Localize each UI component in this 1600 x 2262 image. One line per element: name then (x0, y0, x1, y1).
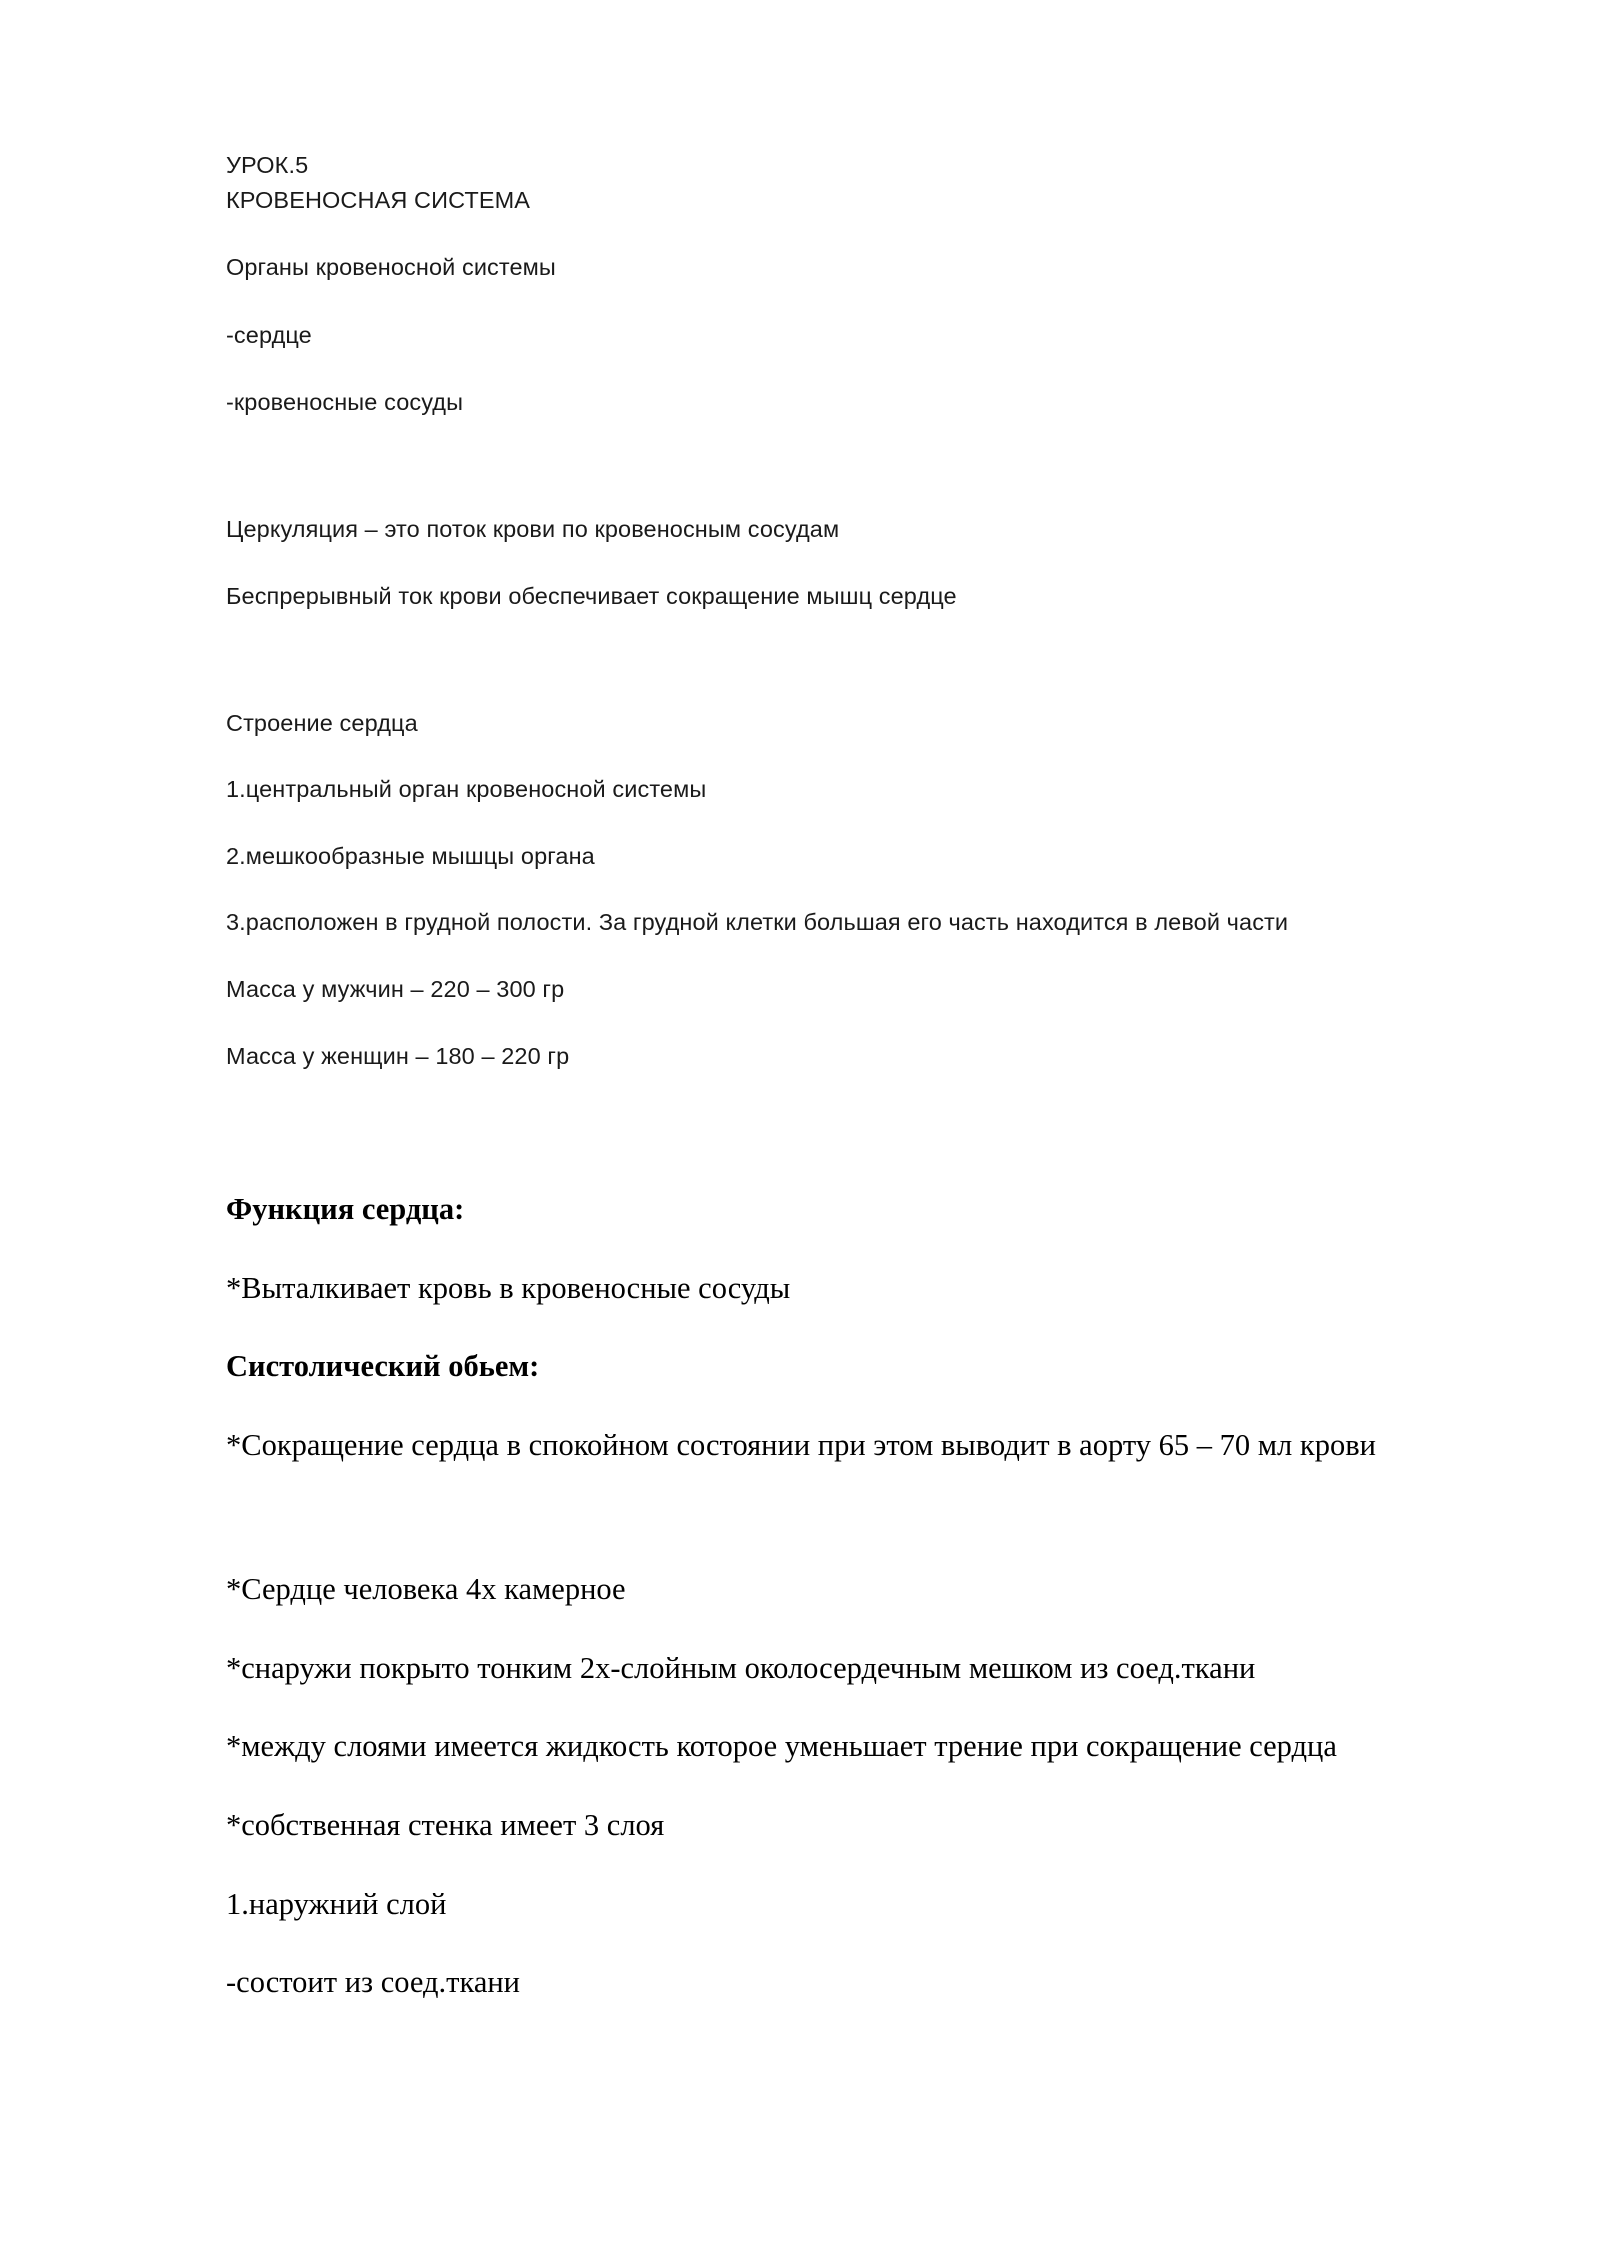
subject-title: КРОВЕНОСНАЯ СИСТЕМА (226, 186, 531, 213)
structure-item-2: 2.мешкообразные мышцы органа (226, 842, 595, 869)
structure-heading: Строение сердца (226, 709, 418, 736)
structure-item-1: 1.центральный орган кровеносной системы (226, 776, 707, 803)
lesson-title: УРОК.5 (226, 152, 309, 178)
lower-text-block (226, 1189, 1386, 2003)
pericardium-text: *снаружи покрыто тонким 2х-слойным околосердечным мешком из соед.ткани (226, 1650, 1256, 1685)
circulation-note: Беспрерывный ток крови обеспечивает сокращение мышц сердце (226, 583, 957, 610)
chambers-text: *Сердце человека 4х камерное (226, 1572, 626, 1607)
structure-item-3: 3.расположен в грудной полости. За грудной клетки большая его часть находится в левой части (226, 909, 1289, 936)
fluid-text: *между слоями имеется жидкость которое уменьшает трение при сокращение сердца (226, 1729, 1337, 1764)
circulation-definition: Церкуляция – это поток крови по кровеносным сосудам (226, 515, 840, 542)
layer-1: 1.наружний слой (226, 1886, 447, 1921)
systolic-heading: Систолический обьем: (226, 1349, 540, 1384)
mass-women: Масса у женщин – 180 – 220 гр (226, 1042, 570, 1069)
organ-item-heart: -сердце (226, 321, 312, 348)
upper-text-block (226, 150, 1386, 1071)
organ-item-vessels: -кровеносные сосуды (226, 389, 464, 416)
systolic-text: *Сокращение сердца в спокойном состоянии при этом выводит в аорту 65 – 70 мл крови (226, 1427, 1376, 1462)
organs-heading: Органы кровеносной системы (226, 254, 556, 281)
function-heading: Функция сердца: (226, 1192, 465, 1227)
function-item: *Выталкивает кровь в кровеносные сосуды (226, 1270, 791, 1305)
document-content (226, 150, 1386, 2003)
layer-1-detail: -состоит из соед.ткани (226, 1965, 520, 2000)
mass-men: Масса у мужчин – 220 – 300 гр (226, 976, 565, 1003)
wall-layers-text: *собственная стенка имеет 3 слоя (226, 1808, 665, 1843)
